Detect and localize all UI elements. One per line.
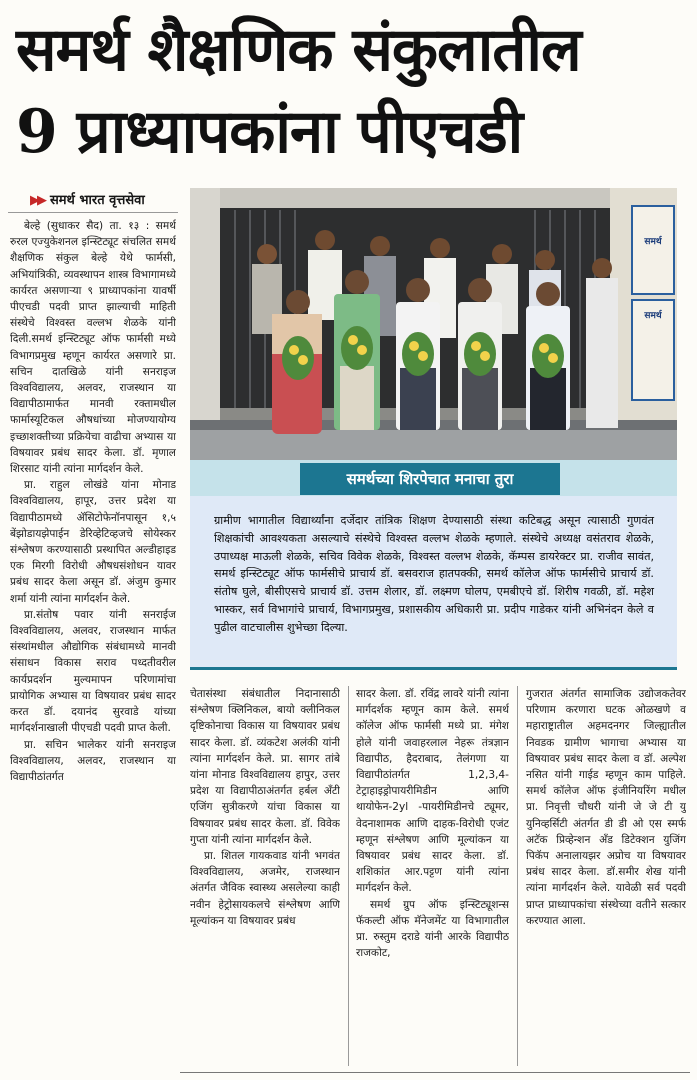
sign-text: समर्थ	[644, 237, 662, 247]
bottom-column-2	[356, 686, 509, 1066]
headline	[0, 0, 697, 178]
paragraph: समर्थ ग्रुप ऑफ इन्स्टिट्यूशन्स फॅकल्टी ऑफ मॅनेजमेंट या विभागातील प्रा. रुस्तुम दराडे यांनी आरके विद्यापीठ राजकोट,	[356, 898, 509, 960]
bottom-column-1	[190, 686, 340, 1066]
paragraph: प्रा. शितल गायकवाड यांनी भगवंत विश्वविद्यालय, अजमेर, राजस्थान अंतर्गत जैविक स्वास्थ्य असलेल्या काही नवीन हेट्रोसायकलचे संश्लेषण आणि मूल्यांकन या विषयावर प्रबंध	[190, 850, 340, 927]
headline-line-2: 9 प्राध्यापकांना पीएचडी	[16, 97, 523, 167]
divider	[8, 212, 178, 213]
agency-name: समर्थ भारत वृत्तसेवा	[50, 193, 145, 208]
headline-line-1: समर्थ शैक्षणिक संकुलातील	[16, 15, 581, 85]
bottom-column-3	[526, 686, 686, 1066]
highlight-box	[190, 496, 677, 670]
paragraph: गुजरात अंतर्गत सामाजिक उद्योजकतेवर परिणाम करणारा घटक ओळखणे व महाराष्ट्रातील अहमदनगर जिल्ह्यातील निवडक ग्रामीण भागाचा अभ्यास या विषयावर प्रबंध सादर केला व डॉ. अल्पेश नसित यांनी गाईड म्हणून काम पाहिले. समर्थ कॉलेज ऑफ इंजीनियरिंग मधील प्रा. निवृत्ती चौधरी यांनी जे जे टी यु युनिव्हर्सिटी अंतर्गत डी डी ओ एस स्मर्फ अटॅक प्रिव्हेन्शन अँड डिटेक्शन युजिंग पिकॅप अनालायझर अप्रोच या विषयावर प्रबंध सादर केला. डॉ.समीर शेख यांनी त्यांना मार्गदर्शन केले. यावेळी सर्व पदवी प्राप्त प्राध्यापकांचा संस्थेच्या वतीने सत्कार करण्यात आला.	[526, 688, 686, 927]
sign-text: समर्थ	[644, 311, 662, 321]
paragraph: बेल्हे (सुधाकर सैद) ता. १३ : समर्थ रुरल एज्युकेशनल इन्स्टिट्यूट संचलित समर्थ शैक्षणिक संकुल बेल्हे येथे फार्मसी, अभियांत्रिकी, व्यवस्थापन शास्त्र विभागामध्ये कार्यरत असणाऱ्या ९ प्राध्यापकांना यावर्षी पीएचडी पदवी प्राप्त झाल्याची माहिती संस्थेचे विश्वस्त वल्लभ शेळके यांनी दिली.समर्थ इन्स्टिट्यूट ऑफ फार्मसी मध्ये विभागप्रमुख म्हणून कार्यरत असणारे प्रा. सचिन दातखिळे यांनी सनराइज विश्वविद्यालय, अलवर, राजस्थान या विद्यापीठामार्फत मानवी रक्तामधील फार्मास्यूटिकल औषधांच्या मोजण्यायोग्य इच्छाशक्तीच्या प्रक्रियेचा वाढीचा अभ्यास या विषयावर प्रबंध सादर केला. डॉ. मृणाल शिरसाट यांनी त्यांना मार्गदर्शन केले.	[10, 220, 176, 476]
left-column	[10, 218, 176, 1068]
paragraph: प्रा.संतोष पवार यांनी सनराईज विश्वविद्यालय, अलवर, राजस्थान मार्फत संस्थांमधील औद्योगिक संबंधामध्ये मानवी संसाधन विकास सराव पध्दतीवरील कार्यप्रदर्शन मुल्यमापन परिणामांचा प्रायोगिक अभ्यास या विषयावर प्रबंध सादर करत डॉ. दयानंद सुरवाडे यांच्या मार्गदर्शनाखाली पीएचडी पदवी प्राप्त केली.	[10, 608, 176, 735]
paragraph: चेतासंस्था संबंधातील निदानासाठी संश्लेषण क्लिनिकल, बायो क्लीनिकल दृष्टिकोनाचा विकास या विषयावर प्रबंध सादर केला. डॉ. व्यंकटेश अलंकी यांनी त्यांना मार्गदर्शन केले. प्रा. सागर तांबे यांना मोनाड विश्वविद्यालय हापुर, उत्तर प्रदेश या विद्यापीठाअंतर्गत हर्बल अँटी एजिंग सुत्रीकरणे यांचा विकास या विषयावर प्रबंध सादर केला. डॉ. विवेक गुप्ता यांनी त्यांना मार्गदर्शन केले.	[190, 688, 340, 846]
paragraph: प्रा. सचिन भालेकर यांनी सनराइज विश्वविद्यालय, अलवर, राजस्थान या विद्यापीठांतर्गत	[10, 738, 176, 783]
column-divider	[348, 686, 349, 1066]
column-divider	[517, 686, 518, 1066]
group-photo	[190, 188, 677, 460]
paragraph: सादर केला. डॉ. रविंद्र लावरे यांनी त्यांना मार्गदर्शक म्हणून काम केले. समर्थ कॉलेज ऑफ फार्मसी मध्ये प्रा. मंगेश होले यांनी जवाहरलाल नेहरू तंत्रज्ञान विद्यापीठ, हैदराबाद, तेलंगणा या विद्यापीठांतर्गत 1,2,3,4-टेट्राहाइड्रोपायरीमिडीन आणि थायोफेन-2yl -पायरीमिडीनचे ट्यूमर, वेदनाशामक आणि दाहक-विरोधी एजंट म्हणून संश्लेषण आणि मूल्यांकन या विषयावर प्रबंध सादर केला. डॉ. शशिकांत आर.पट्टण यांनी त्यांना मार्गदर्शन केले.	[356, 688, 509, 895]
highlight-text: ग्रामीण भागातील विद्यार्थ्यांना दर्जेदार तांत्रिक शिक्षण देण्यासाठी संस्था कटिबद्ध असून त्यासाठी गुणवंत शिक्षकांची आवश्यकता असल्याचे संस्थेचे विश्वस्त वल्लभ शेळके म्हणाले. संस्थेचे अध्यक्ष वसंतराव शेळके, उपाध्यक्ष माऊली शेळके, सचिव विवेक शेळके, विश्वस्त वल्लभ शेळके, कॅम्पस डायरेक्टर प्रा. राजीव सावंत, समर्थ इन्स्टिट्यूट ऑफ फार्मसीचे प्राचार्य डॉ. बसवराज हातपक्की, समर्थ कॉलेज ऑफ फार्मसीचे प्राचार्य डॉ. संतोष घुले, बीसीएसचे प्राचार्य डॉ. उत्तम शेलार, डॉ. लक्ष्मण घोलप, एमबीएचे डॉ. शिरीष गवळी, डॉ. महेश भास्कर, सर्व विभागांचे प्राचार्य, विभागप्रमुख, प्रशासकीय अधिकारी प्रा. प्रदीप गाडेकर यांनी अभिनंदन केले व पुढील वाटचालीस शुभेच्छा दिल्या.	[214, 514, 654, 634]
divider	[180, 1072, 690, 1073]
agency-byline	[30, 190, 145, 208]
paragraph: प्रा. राहुल लोखंडे यांना मोनाड विश्वविद्यालय, हापूर, उत्तर प्रदेश या विद्यापीठामध्ये ॲसिटोफेनॉनपासून १,५ बेंझोडायझेपाईन डेरिव्हेटिव्हजचे सोयेस्कर संश्लेषण करण्यासाठी प्रस्थापित अल्डीहाइड एक मिरगी विरोधी औषधसंशोधन यावर प्रबंध सादर केला असून डॉ. अंजुम कुमार शर्मा यांनी त्यांना मार्गदर्शन केले.	[10, 479, 176, 605]
double-arrow-icon: ▶▶	[30, 193, 44, 208]
photo-caption: समर्थच्या शिरपेचात मनाचा तुरा	[300, 463, 560, 495]
